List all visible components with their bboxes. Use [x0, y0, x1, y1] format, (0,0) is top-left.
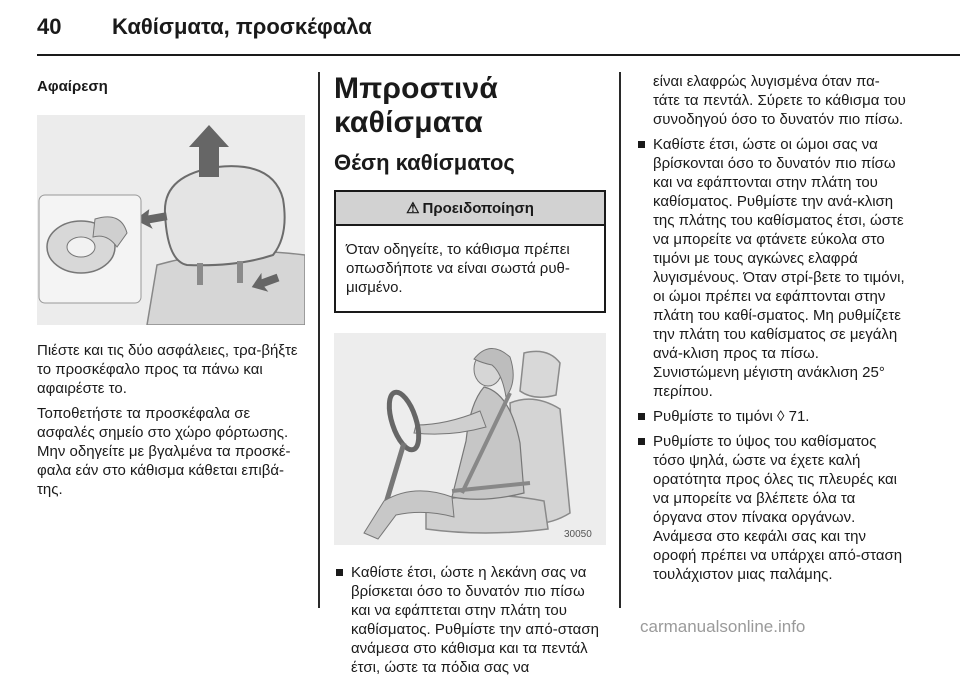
- column-right: [636, 72, 906, 584]
- seating-position-illustration: [334, 333, 606, 545]
- bullet-square-icon: [638, 141, 645, 148]
- bullet-text: Ρυθμίστε το ύψος του καθίσματος τόσο ψηλά, ώστε να έχετε καλή ορατότητα προς όλες τις πλευρές και να μπορείτε να βλέπετε όλα τα όργανα στον πίνακα οργάνων. Ανάμεσα στο κεφάλι σας και την οροφή πρέπει να υπάρχει από-σταση τουλάχιστον μιας παλάμης.: [653, 433, 903, 583]
- header-rule: [37, 54, 960, 56]
- subsection-title: Θέση καθίσματος: [334, 150, 515, 175]
- column-divider-2: [619, 72, 621, 608]
- bullet-text: Καθίστε έτσι, ώστε η λεκάνη σας να βρίσκεται όσο το δυνατόν πιο πίσω και να εφάπτεται στην πλάτη του καθίσματος. Ρυθμίστε την από-σταση ανάμεσα στο κάθισμα και τα πεντάλ έτσι, ώστε τα πόδια σας να: [351, 564, 599, 676]
- page-header: [0, 0, 960, 56]
- continuation-text: είναι ελαφρώς λυγισμένα όταν πα-τάτε τα πεντάλ. Σύρετε το κάθισμα του συνοδηγού όσο το δυνατόν πιο πίσω.: [653, 73, 906, 128]
- warning-text: Όταν οδηγείτε, το κάθισμα πρέπει οπωσδήποτε να είναι σωστά ρυθ-μισμένο.: [346, 241, 570, 296]
- bullet-backrest: [636, 135, 906, 401]
- removal-instruction: Πιέστε και τις δύο ασφάλειες, τρα-βήξτε το προσκέφαλο προς τα πάνω και αφαιρέστε το.: [37, 342, 298, 397]
- warning-box: [334, 190, 606, 313]
- bullet-text: Καθίστε έτσι, ώστε οι ώμοι σας να βρίσκονται όσο το δυνατόν πιο πίσω και να εφάπτονται στην πλάτη του καθίσματος. Ρυθμίστε την ανά-κλιση της πλάτης του καθίσματος έτσι, ώστε να μπορείτε να φτάνετε εύκολα στο τιμόνι με τους αγκώνες ελαφρά λυγισμένους. Όταν στρί-βετε το τιμόνι, οι ώμοι πρέπει να εφάπτονται στην πλάτη του καθί-σματος. Μη ρυθμίζετε την πλάτη του καθίσματος σε μεγάλη ανά-κλιση προς τα πίσω. Συνιστώμενη μέγιστη ανάκλιση 25° περίπου.: [653, 136, 905, 400]
- watermark: carmanualsonline.info: [640, 617, 806, 636]
- subheading-removal: Αφαίρεση: [37, 78, 108, 95]
- section-title: Μπροστινά καθίσματα: [334, 72, 499, 139]
- bullet-square-icon: [638, 413, 645, 420]
- column-left: [37, 72, 305, 499]
- headrest-removal-illustration: [37, 115, 305, 325]
- bullet-seat-height: [636, 432, 906, 584]
- storage-instruction: Τοποθετήστε τα προσκέφαλα σε ασφαλές σημείο στο χώρο φόρτωσης. Μην οδηγείτε με βγαλμένα τα προσκέ-φαλα εάν στο κάθισμα κάθεται επιβά-της.: [37, 405, 291, 498]
- page-number: 40: [37, 14, 62, 39]
- warning-triangle-icon: ⚠: [406, 200, 420, 217]
- figure-code: 30050: [564, 529, 592, 540]
- seating-illustration-svg: [334, 333, 606, 545]
- column-middle: [334, 72, 607, 677]
- bullet-steering-wheel: [636, 407, 906, 426]
- chapter-title: Καθίσματα, προσκέφαλα: [112, 14, 372, 39]
- bullet-seat-position: [334, 563, 607, 677]
- bullet-text: Ρυθμίστε το τιμόνι ◊ 71.: [653, 408, 810, 425]
- warning-header: [336, 192, 604, 226]
- bullet-square-icon: [638, 438, 645, 445]
- column-divider-1: [318, 72, 320, 608]
- warning-title: Προειδοποίηση: [422, 199, 534, 217]
- headrest-illustration-svg: [37, 115, 305, 325]
- bullet-square-icon: [336, 569, 343, 576]
